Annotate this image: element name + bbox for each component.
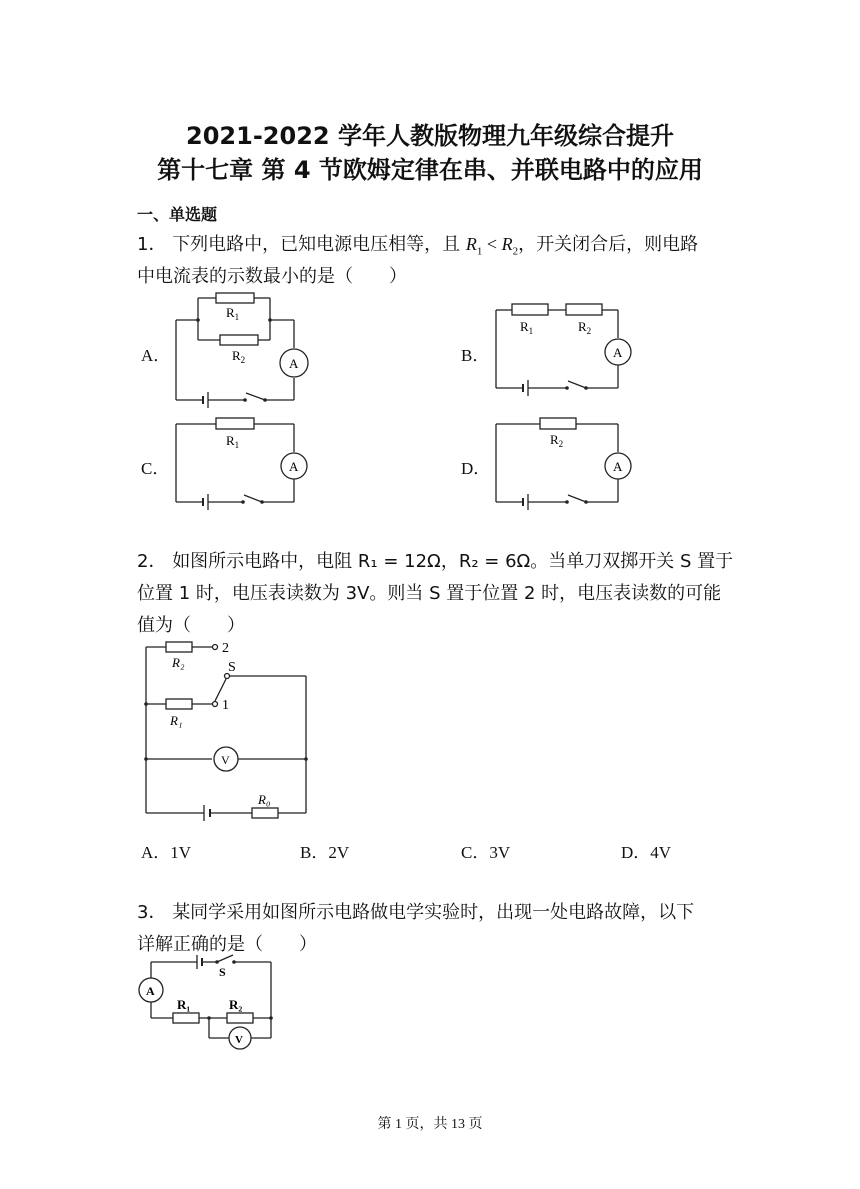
q2-line-3: 值为（ ）	[137, 615, 245, 636]
section-heading: 一、单选题	[137, 205, 218, 224]
q2-r2-label: R₂	[172, 655, 185, 670]
q1-line-2: 中电流表的示数最小的是（ ）	[137, 266, 407, 287]
q3-r1-label: R₁	[177, 997, 191, 1012]
q1a-ammeter-label: A	[289, 356, 299, 371]
q2-text-1: 如图所示电路中，电阻 R₁ = 12Ω，R₂ = 6Ω。当单刀双掷开关 S 置于	[172, 551, 734, 572]
q3-text-1: 某同学采用如图所示电路做电学实验时，出现一处电路故障，以下	[172, 902, 695, 923]
q1c-r1-label: $R_1$	[226, 433, 240, 450]
q1b-r1-label: $R_1$	[520, 319, 534, 336]
q1c-ammeter-label: A	[289, 459, 299, 474]
q2-pos1-label: 1	[222, 698, 229, 713]
q1-text-b: ，开关闭合后，则电路	[518, 234, 699, 255]
q2-option-b[interactable]: B．2V	[300, 843, 350, 862]
q1-option-d-label: D．	[461, 459, 491, 478]
q1-text-a: 下列电路中，已知电源电压相等，且	[172, 234, 466, 255]
q2-r0-label: R₀	[258, 792, 271, 807]
q1b-ammeter-label: A	[613, 345, 623, 360]
q3-switch-label: S	[219, 965, 226, 979]
q2-option-d[interactable]: D．4V	[621, 843, 672, 862]
q1-r2: R	[501, 234, 513, 254]
q3-number: 3．	[137, 902, 167, 923]
q1-r1-sub: 1	[476, 245, 483, 258]
q1d-ammeter-label: A	[613, 459, 623, 474]
q1a-r1-label: $R_1$	[226, 305, 240, 322]
q3-line-2: 详解正确的是（ ）	[137, 934, 317, 955]
q2-number: 2．	[137, 551, 167, 572]
q2-option-a[interactable]: A．1V	[141, 843, 192, 862]
q2-pos2-label: 2	[222, 641, 229, 656]
q2-switch-label: S	[228, 660, 236, 675]
q1-circuit-d	[490, 412, 635, 512]
q3-ammeter-label: A	[146, 984, 155, 998]
q2-r1-label: R₁	[170, 713, 183, 728]
q1b-r2-label: $R_2$	[578, 319, 592, 336]
q3-r2-label: R₂	[229, 997, 243, 1012]
q1-number: 1．	[137, 234, 167, 255]
q1-option-a-label: A．	[141, 346, 171, 365]
q1-r1: R	[465, 234, 477, 254]
q1d-r2-label: $R_2$	[550, 432, 564, 449]
q3-voltmeter-label: V	[235, 1034, 243, 1046]
q1-lt: <	[482, 234, 502, 254]
q1-line-1	[137, 230, 698, 258]
q1-circuit-a	[170, 290, 315, 410]
q1-option-b-label: B．	[461, 346, 490, 365]
q2-circuit	[140, 635, 320, 830]
q3-circuit	[135, 950, 280, 1050]
q2-voltmeter-label: V	[221, 753, 230, 767]
q1-r2-sub: 2	[512, 245, 519, 258]
q3-line-1	[137, 898, 694, 924]
title-line-2: 第十七章 第 4 节欧姆定律在串、并联电路中的应用	[157, 156, 703, 184]
q1-circuit-c	[170, 412, 315, 512]
q1-circuit-b	[490, 298, 635, 398]
title-line-1: 2021-2022 学年人教版物理九年级综合提升	[186, 122, 674, 150]
q1a-r2-label: $R_2$	[232, 348, 246, 365]
page-footer: 第 1 页，共 13 页	[377, 1117, 483, 1132]
q1-option-c-label: C．	[141, 459, 170, 478]
q2-option-c[interactable]: C．3V	[461, 843, 511, 862]
q2-line-2: 位置 1 时，电压表读数为 3V。则当 S 置于位置 2 时，电压表读数的可能	[137, 583, 722, 604]
q2-line-1	[137, 547, 733, 573]
